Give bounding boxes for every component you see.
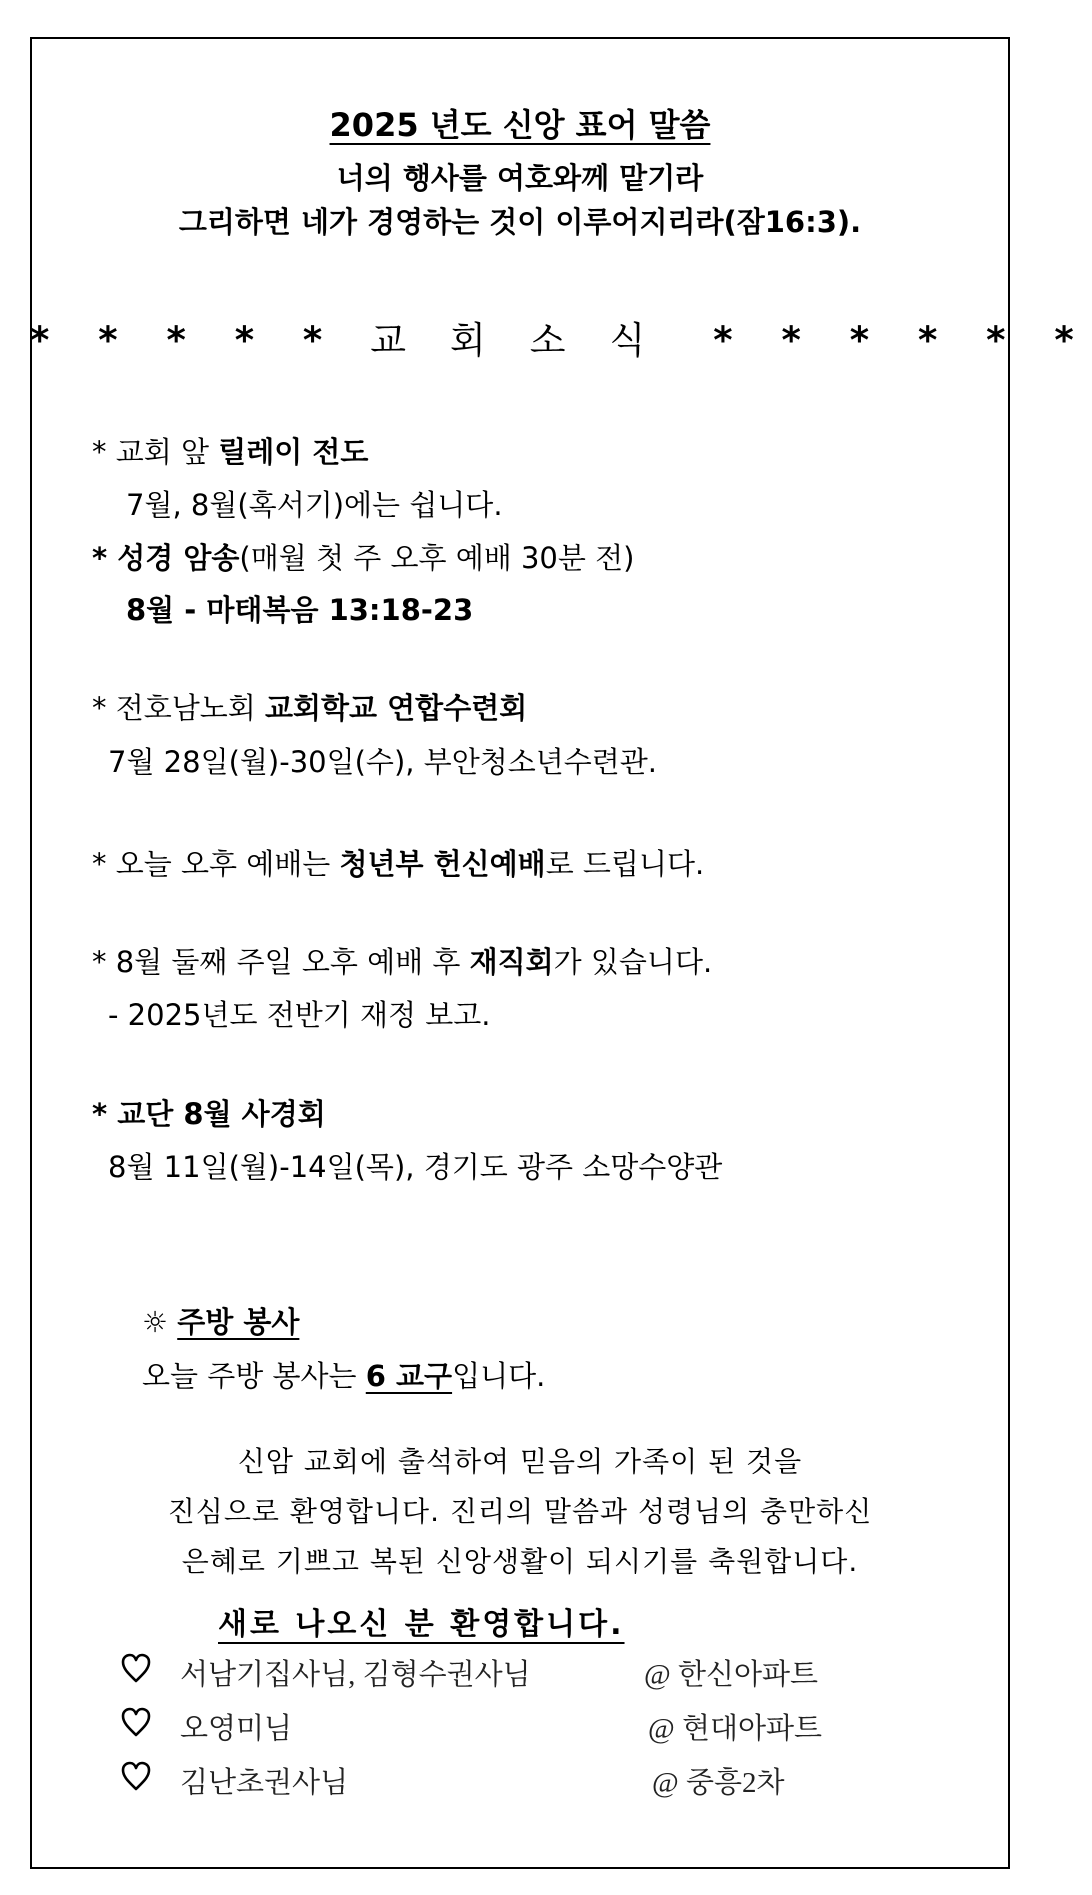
motto-line-1: 너의 행사를 여호와께 맡기라 <box>336 161 704 195</box>
conference-item: * 교단 8월 사경회 <box>92 1097 326 1131</box>
relay-detail: 7월, 8월(혹서기)에는 쉽니다. <box>126 488 503 522</box>
guest-names: 서남기집사님, 김형수권사님 <box>180 1659 531 1691</box>
stars-left: * * * * * <box>30 319 341 362</box>
retreat-item: * 전호남노회 교회학교 연합수련회 <box>92 691 528 725</box>
news-header <box>30 310 1092 364</box>
sun-icon: ☼ <box>142 1305 168 1339</box>
finance-detail: - 2025년도 전반기 재정 보고. <box>108 998 491 1032</box>
bible-item: * 성경 암송(매월 첫 주 오후 예배 30분 전) <box>92 541 635 575</box>
finance-item: * 8월 둘째 주일 오후 예배 후 재직회가 있습니다. <box>92 945 713 979</box>
guest-names: 김난초권사님 <box>180 1767 349 1799</box>
youth-item: * 오늘 오후 예배는 청년부 헌신예배로 드립니다. <box>92 847 705 881</box>
greeting-line-1: 신암 교회에 출석하여 믿음의 가족이 된 것을 <box>237 1445 803 1478</box>
stars-right: * * * * * * <box>713 319 1092 362</box>
retreat-detail: 7월 28일(월)-30일(수), 부안청소년수련관. <box>108 745 658 779</box>
greeting-line-3: 은혜로 기쁘고 복된 신앙생활이 되시기를 축원합니다. <box>181 1545 859 1578</box>
kitchen-detail: 오늘 주방 봉사는 6 교구입니다. <box>142 1359 546 1393</box>
welcome-title: 새로 나오신 분 환영합니다. <box>218 1607 625 1642</box>
guest-place: @ 중흥2차 <box>652 1767 785 1799</box>
news-header-word: 교회소식 <box>370 319 690 362</box>
motto-line-2: 그리하면 네가 경영하는 것이 이루어지리라(잠16:3). <box>178 205 862 239</box>
heart-icon <box>120 1760 152 1792</box>
heart-icon <box>120 1652 152 1684</box>
conference-detail: 8월 11일(월)-14일(목), 경기도 광주 소망수양관 <box>108 1150 723 1184</box>
motto-title: 2025 년도 신앙 표어 말씀 <box>329 106 711 144</box>
kitchen-title: ☼ 주방 봉사 <box>142 1305 300 1339</box>
greeting-line-2: 진심으로 환영합니다. 진리의 말씀과 성령님의 충만하신 <box>167 1495 873 1528</box>
bible-detail: 8월 - 마태복음 13:18-23 <box>126 593 474 627</box>
guest-place: @ 현대아파트 <box>648 1713 823 1745</box>
guest-place: @ 한신아파트 <box>644 1659 819 1691</box>
heart-icon <box>120 1706 152 1738</box>
guest-names: 오영미님 <box>180 1713 293 1745</box>
relay-item: * 교회 앞 릴레이 전도 <box>92 435 369 469</box>
